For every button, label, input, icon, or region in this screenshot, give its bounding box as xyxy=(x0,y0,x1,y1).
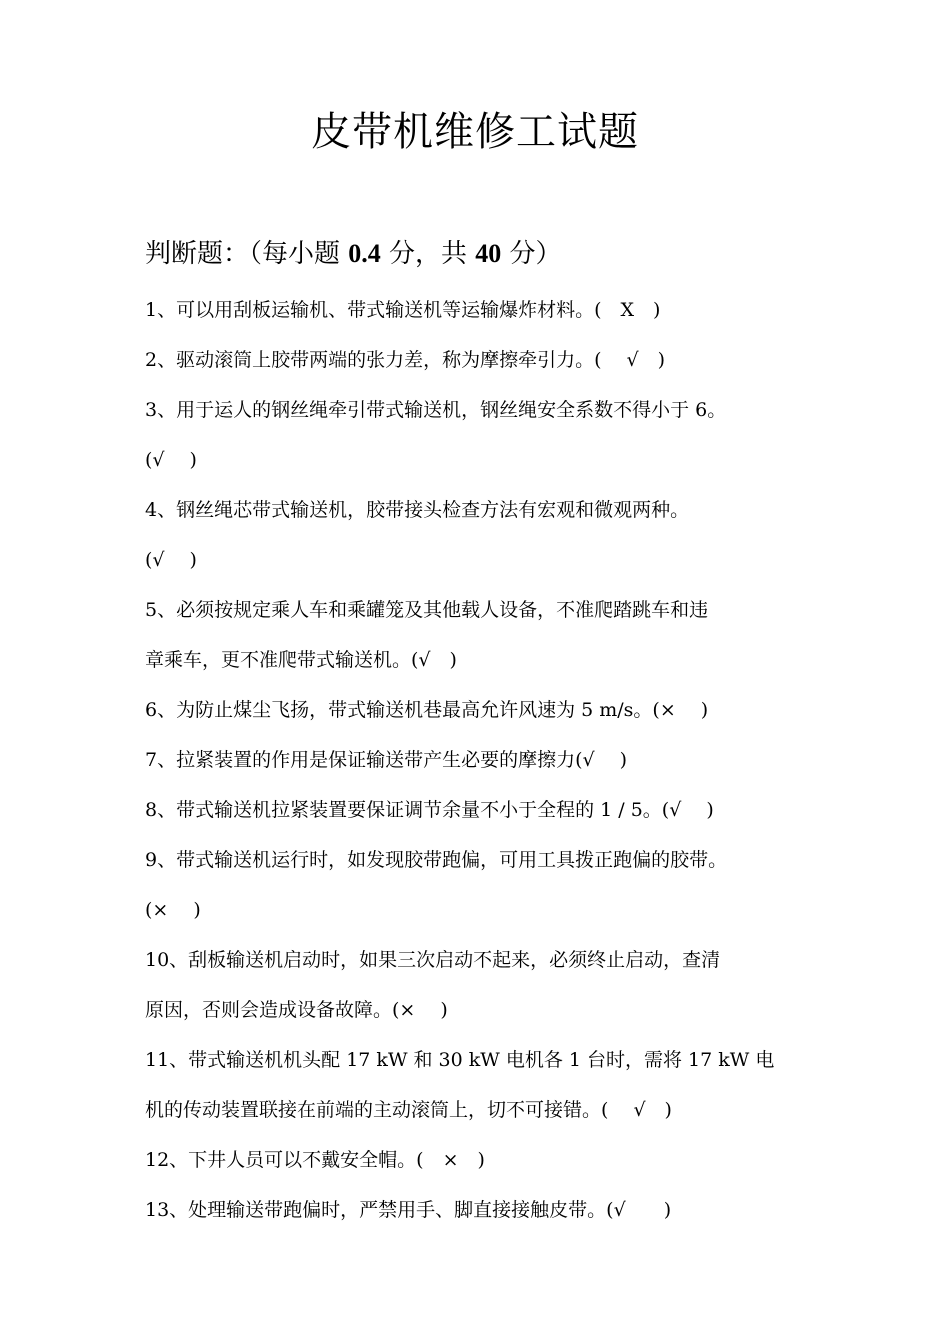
question-line: 10、刮板输送机启动时，如果三次启动不起来，必须终止启动，查清 xyxy=(145,949,721,971)
section-heading-suffix: 分） xyxy=(501,239,562,269)
question-line: 13、处理输送带跑偏时，严禁用手、脚直接接触皮带。(√ ) xyxy=(145,1199,672,1221)
question-line: 2、驱动滚筒上胶带两端的张力差，称为摩擦牵引力。( √ ) xyxy=(145,349,666,371)
question-line: 章乘车，更不准爬带式输送机。(√ ) xyxy=(145,649,457,671)
question-line: 6、为防止煤尘飞扬，带式输送机巷最高允许风速为 5 m/s。(× ) xyxy=(145,699,709,721)
per-question-score: 0.4 xyxy=(348,239,381,268)
question-line: 4、钢丝绳芯带式输送机，胶带接头检查方法有宏观和微观两种。 xyxy=(145,499,690,521)
question-line: 9、带式输送机运行时，如发现胶带跑偏，可用工具拨正跑偏的胶带。 xyxy=(145,849,728,871)
section-heading-prefix: 判断题：（每小题 xyxy=(145,239,349,269)
question-item xyxy=(145,485,815,585)
question-item xyxy=(145,785,815,835)
question-item xyxy=(145,835,815,935)
question-item xyxy=(145,1185,815,1235)
section-heading-mid: 分，共 xyxy=(380,239,476,269)
question-line: 7、拉紧装置的作用是保证输送带产生必要的摩擦力(√ ) xyxy=(145,749,628,771)
question-line: 1、可以用刮板运输机、带式输送机等运输爆炸材料。( X ) xyxy=(145,299,661,321)
question-item xyxy=(145,285,815,335)
question-line: 8、带式输送机拉紧装置要保证调节余量不小于全程的 1 / 5。(√ ) xyxy=(145,799,714,821)
section-heading xyxy=(145,236,562,272)
question-item xyxy=(145,685,815,735)
question-item xyxy=(145,935,815,1035)
document-title: 皮带机维修工试题 xyxy=(311,109,639,155)
total-score: 40 xyxy=(475,239,502,268)
question-item xyxy=(145,1135,815,1185)
question-item xyxy=(145,585,815,685)
question-line: 机的传动装置联接在前端的主动滚筒上，切不可接错。( √ ) xyxy=(145,1099,672,1121)
question-line: (√ ) xyxy=(145,449,197,471)
question-line: 12、下井人员可以不戴安全帽。( × ) xyxy=(145,1149,485,1171)
question-line: 5、必须按规定乘人车和乘罐笼及其他载人设备，不准爬踏跳车和违 xyxy=(145,599,709,621)
question-item xyxy=(145,735,815,785)
question-line: (× ) xyxy=(145,899,201,921)
question-item xyxy=(145,1035,815,1135)
question-item xyxy=(145,335,815,385)
question-item xyxy=(145,385,815,485)
question-line: 11、带式输送机机头配 17 kW 和 30 kW 电机各 1 台时，需将 17 kW 电 xyxy=(145,1049,775,1071)
question-line: 3、用于运人的钢丝绳牵引带式输送机，钢丝绳安全系数不得小于 6。 xyxy=(145,399,727,421)
question-line: 原因，否则会造成设备故障。(× ) xyxy=(145,999,448,1021)
question-list xyxy=(145,285,815,1235)
question-line: (√ ) xyxy=(145,549,197,571)
